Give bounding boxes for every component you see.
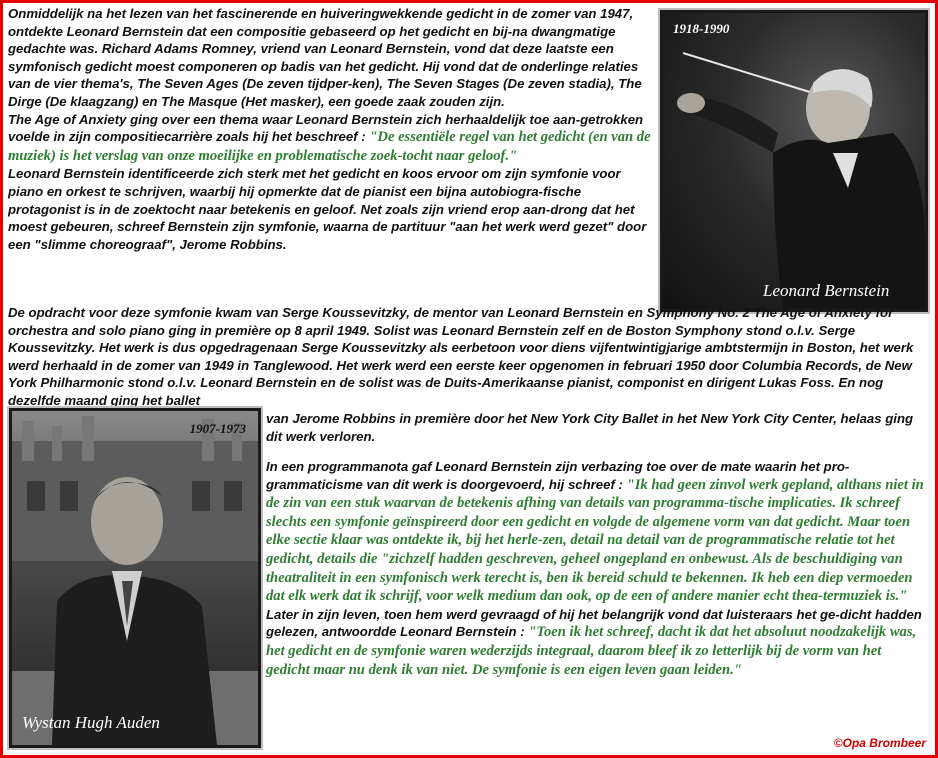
paragraph-2-lead: The Age of Anxiety ging over een thema waar Leonard Bernstein zich herhaaldelijk toe aan-getrokken voelde in zijn compositiecarrière zoals hij het beschreef : xyxy=(8,111,644,145)
quote-1: "De essentiële regel van het gedicht (en van de muziek) is het verslag van onze moeilijke en problematische zoek-tocht naar geloof." xyxy=(8,129,651,164)
auden-photo xyxy=(9,408,261,748)
paragraph-4a: De opdracht voor deze symfonie kwam van Serge Koussevitzky, de mentor van Leonard Bernstein en Symphony No. 2 The Age of Anxiety for orchestra and solo piano ging in première op 8 april 1949. Solist was Leonard Bernstein zelf en de Boston Symphony stond o.l.v. Serge Koussevitzky. Het werk is dus opgedragenaan Serge Koussevitzky als eerbetoon voor diens vijfentwintigjarige ambtstermijn in Boston, het werk werd herhaald in de zomer van 1949 in Tanglewood. Het werk werd een eerste keer opgenomen in februari 1950 door Columbia Records, de New York Philharmonic stond o.l.v. Leonard Bernstein en de solist was de Duits-Amerikaanse pianist, componist en dirigent Lukas Foss. En nog dezelfde maand ging het ballet xyxy=(8,305,914,408)
conductor-silhouette xyxy=(663,13,925,309)
paragraph-1: Onmiddelijk na het lezen van het fascinerende en huiveringwekkende gedicht in de zomer van 1947, ontdekte Leonard Bernstein dat een compositie gebaseerd op het gedicht en bij-na dwangmatige gedachte was. Richard Adams Romney, vriend van Leonard Bernstein, vond dat deze laatste een symfonisch gedicht moest componeren op badis van het gedicht. Hij vond dat de onderlinge relaties van de vier thema's, The Seven Ages (De zeven tijdper-ken), The Seven Stages (De zeven stadia), The Dirge (De klaagzang) en The Masque (Het masker), een goede zaak zouden zijn. xyxy=(8,6,642,109)
quote-3: "Toen ik het schreef, dacht ik dat het absoluut noodzakelijk was, het gedicht en de symfonie waren wederzijds integraal, daarom bleef ik zo letterlijk bij de vorm van het gedicht maar nu denk ik van niet. De symfonie is een eigen leven gaan leiden." xyxy=(266,624,917,678)
paragraph-4b: van Jerome Robbins in première door het New York City Ballet in het New York City Center, helaas ging dit werk verloren. xyxy=(266,411,914,444)
paragraph-intro xyxy=(8,5,653,253)
paragraph-5-lead: In een programmanota gaf Leonard Bernstein zijn verbazing toe over de mate waarin het pro-grammaticisme van dit werk is doorgevoerd, hij schreef : xyxy=(266,459,850,492)
paragraph-3: Leonard Bernstein identificeerde zich sterk met het gedicht en koos ervoor om zijn symfonie voor piano en orkest te schrijven, waarbij hij opmerkte dat de pianist een bijna autobiogra-fische protagonist is in de zoektocht naar betekenis en geloof. Net zoals zijn vriend erop aan-drong dat het moest gebeuren, schreef Bernstein zijn symfonie, waarna de partituur "aan het werk werd gezet" door een "slimme choreograaf", Jerome Robbins. xyxy=(8,166,647,252)
bernstein-caption: Leonard Bernstein xyxy=(763,281,890,300)
bernstein-photo xyxy=(660,10,928,312)
bernstein-years: 1918-1990 xyxy=(673,21,730,36)
quote-2: "Ik had geen zinvol werk gepland, althans niet in de zin van een stuk waarvan de betekenis afhing van details van programma-tische implicaties. Ik schreef slechts een symfonie geïnspireerd door een gedicht en volgde de algemene vorm van dat gedicht. Maar toen elke sectie klaar was ontdekte ik, bij het herle-zen, detail na detail van de programmatische relatie tot het gedicht, details die "zichzelf hadden geschreven, geheel ongepland en onbewust. Als de beschuldiging van theatraliteit in een symfonisch werk terecht is, ben ik bereid schuld te bekennen. Ik heb een diep vermoeden dat elk werk dat ik schrijf, voor welk medium dan ook, op de een of andere manier echt thea-termuziek is." xyxy=(266,476,924,605)
paragraph-program-note xyxy=(266,458,928,679)
auden-years: 1907-1973 xyxy=(189,421,246,436)
auden-caption: Wystan Hugh Auden xyxy=(22,713,160,732)
copyright-credit: ©Opa Brombeer xyxy=(833,736,926,750)
auden-portrait xyxy=(12,411,258,745)
paragraph-6-lead: Later in zijn leven, toen hem werd gevraagd of hij het belangrijk vond dat luisteraars het ge-dicht hadden gelezen, antwoordde Leonard Bernstein : xyxy=(266,606,922,640)
